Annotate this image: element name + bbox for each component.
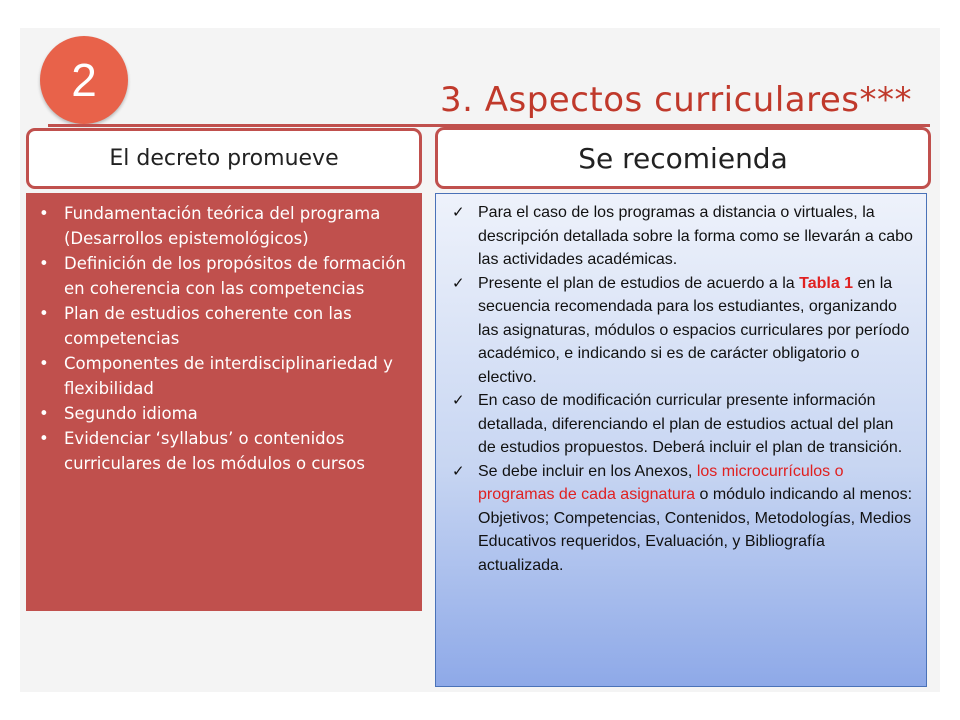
list-item-text: Definición de los propósitos de formación en coherencia con las competencias xyxy=(64,254,406,298)
bullet-icon: • xyxy=(39,254,49,273)
list-item xyxy=(34,426,412,476)
list-item-text: Plan de estudios coherente con las competencias xyxy=(64,304,352,348)
recommendation-list xyxy=(440,201,914,577)
list-item-text: Evidenciar ‘syllabus’ o contenidos curriculares de los módulos o cursos xyxy=(64,429,365,473)
right-header-label: Se recomienda xyxy=(578,141,788,175)
recommendation-text-pre: Presente el plan de estudios de acuerdo a la xyxy=(478,274,800,292)
list-item xyxy=(440,272,914,390)
bullet-icon: • xyxy=(39,404,49,423)
recommendation-text-pre: Se debe incluir en los Anexos, xyxy=(478,462,697,480)
list-item-text: Componentes de interdisciplinariedad y flexibilidad xyxy=(64,354,393,398)
bullet-icon: • xyxy=(39,429,49,448)
list-item xyxy=(34,201,412,251)
list-item xyxy=(440,389,914,460)
decree-list-panel xyxy=(26,193,422,611)
bullet-icon: • xyxy=(39,304,49,323)
list-item xyxy=(34,351,412,401)
bullet-icon: • xyxy=(39,204,49,223)
right-header xyxy=(435,127,931,189)
recommendation-text-post: en la secuencia recomendada para los estudiantes, organizando las asignaturas, módulos o espacios curriculares por período académico, e indicando si es de carácter obligatorio o electivo. xyxy=(478,274,910,386)
list-item-text: Segundo idioma xyxy=(64,404,198,423)
recommendation-text: En caso de modificación curricular presente información detallada, diferenciando el plan de estudios actual del plan de estudios propuestos. Deberá incluir el plan de transición. xyxy=(478,392,903,456)
recommendation-panel xyxy=(435,193,927,687)
left-header-label: El decreto promueve xyxy=(109,146,339,171)
recommendation-text: Para el caso de los programas a distancia o virtuales, la descripción detallada sobre la forma como se llevarán a cabo las actividades académicas. xyxy=(478,204,913,268)
list-item-text: Fundamentación teórica del programa (Desarrollos epistemológicos) xyxy=(64,204,381,248)
list-item xyxy=(34,401,412,426)
number-badge xyxy=(40,36,128,124)
left-header xyxy=(26,128,422,189)
decree-list xyxy=(34,201,412,476)
list-item xyxy=(440,201,914,272)
checkmark-icon: ✓ xyxy=(452,204,465,221)
badge-number: 2 xyxy=(71,54,97,106)
highlighted-text: los microcurrículos o programas de cada asignatura xyxy=(478,462,844,503)
recommendation-text-post: o módulo indicando al menos: Objetivos; Competencias, Contenidos, Metodologías, Medios Educativos requeridos, Evaluación, y Bibliografía actualizada. xyxy=(478,486,913,574)
list-item xyxy=(34,301,412,351)
list-item xyxy=(34,251,412,301)
checkmark-icon: ✓ xyxy=(452,462,465,480)
slide-title: 3. Aspectos curriculares*** xyxy=(440,80,913,120)
checkmark-icon: ✓ xyxy=(452,392,465,409)
list-item xyxy=(440,460,914,578)
table-reference: Tabla 1 xyxy=(799,274,854,292)
checkmark-icon: ✓ xyxy=(452,274,465,292)
bullet-icon: • xyxy=(39,354,49,373)
